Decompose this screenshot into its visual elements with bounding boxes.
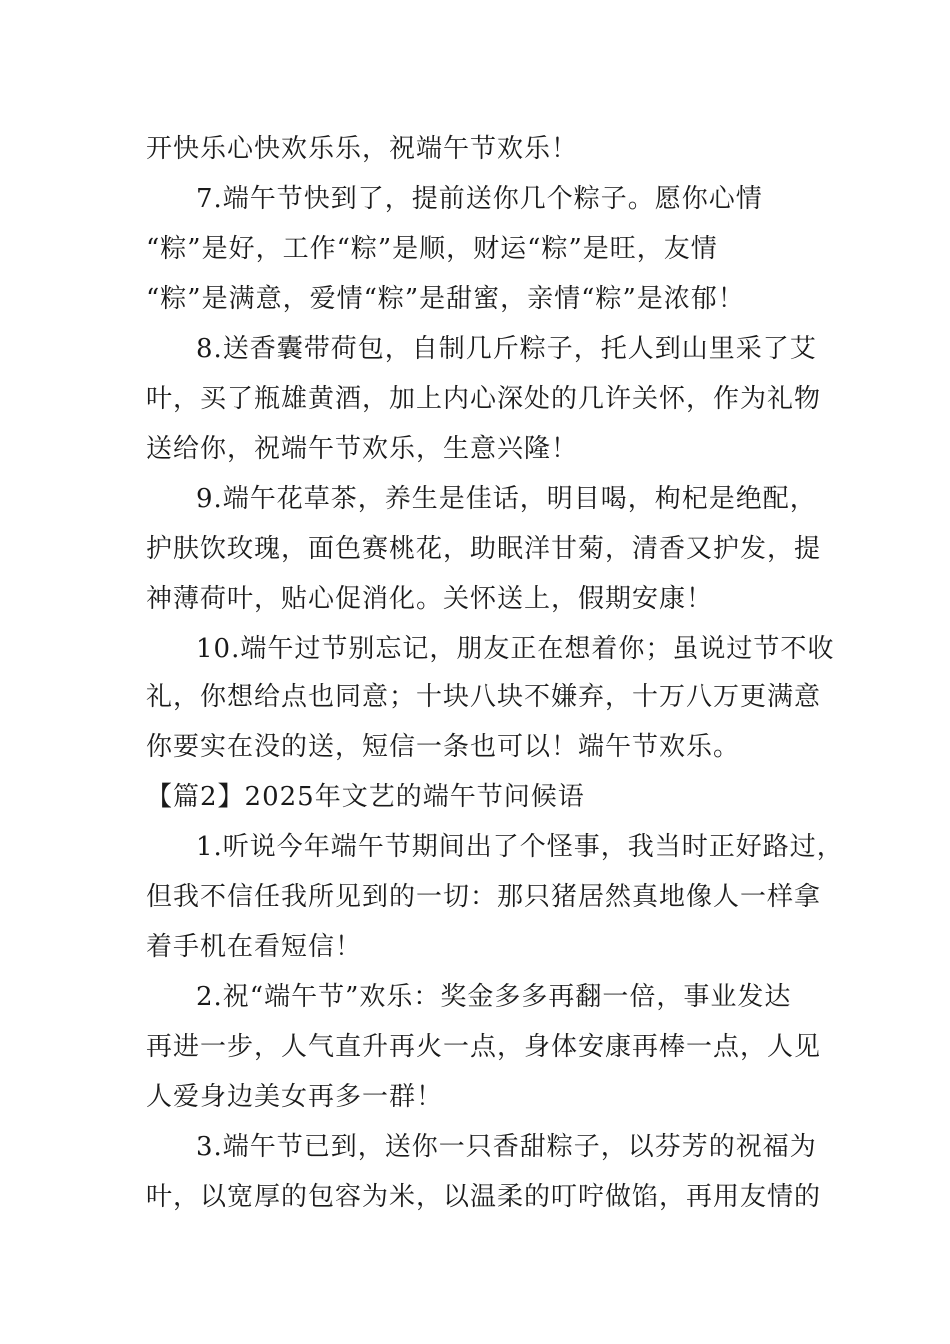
text-line: 叶，以宽厚的包容为米，以温柔的叮咛做馅，再用友情的 <box>146 1182 822 1212</box>
text-line: 1.听说今年端午节期间出了个怪事，我当时正好路过， <box>196 832 844 862</box>
text-line: 人爱身边美女再多一群！ <box>146 1082 444 1112</box>
text-line: 护肤饮玫瑰，面色赛桃花，助眠洋甘菊，清香又护发，提 <box>146 534 822 564</box>
text-line: 叶，买了瓶雄黄酒，加上内心深处的几许关怀，作为礼物 <box>146 384 822 414</box>
text-line: 着手机在看短信！ <box>146 932 363 962</box>
text-line: 9.端午花草茶，养生是佳话，明目喝，枸杞是绝配， <box>196 484 817 514</box>
text-line: 再进一步，人气直升再火一点，身体安康再棒一点，人见 <box>146 1032 822 1062</box>
section-heading: 【篇2】2025年文艺的端午节问候语 <box>146 782 585 812</box>
text-line: 你要实在没的送，短信一条也可以！端午节欢乐。 <box>146 732 741 762</box>
text-line: 礼，你想给点也同意；十块八块不嫌弃，十万八万更满意 <box>146 682 822 712</box>
text-line: 10.端午过节别忘记，朋友正在想着你；虽说过节不收 <box>196 634 835 664</box>
text-line: 开快乐心快欢乐乐，祝端午节欢乐！ <box>146 134 579 164</box>
text-line: “粽”是好，工作“粽”是顺，财运“粽”是旺，友情 <box>146 234 718 264</box>
text-line: 但我不信任我所见到的一切：那只猪居然真地像人一样拿 <box>146 882 822 912</box>
text-line: 3.端午节已到，送你一只香甜粽子，以芬芳的祝福为 <box>196 1132 817 1162</box>
text-line: 神薄荷叶，贴心促消化。关怀送上，假期安康！ <box>146 584 714 614</box>
text-line: “粽”是满意，爱情“粽”是甜蜜，亲情“粽”是浓郁！ <box>146 284 745 314</box>
text-line: 送给你，祝端午节欢乐，生意兴隆！ <box>146 434 579 464</box>
text-line: 8.送香囊带荷包，自制几斤粽子，托人到山里采了艾 <box>196 334 817 364</box>
text-line: 7.端午节快到了，提前送你几个粽子。愿你心情 <box>196 184 763 214</box>
text-line: 2.祝“端午节”欢乐：奖金多多再翻一倍，事业发达 <box>196 982 792 1012</box>
